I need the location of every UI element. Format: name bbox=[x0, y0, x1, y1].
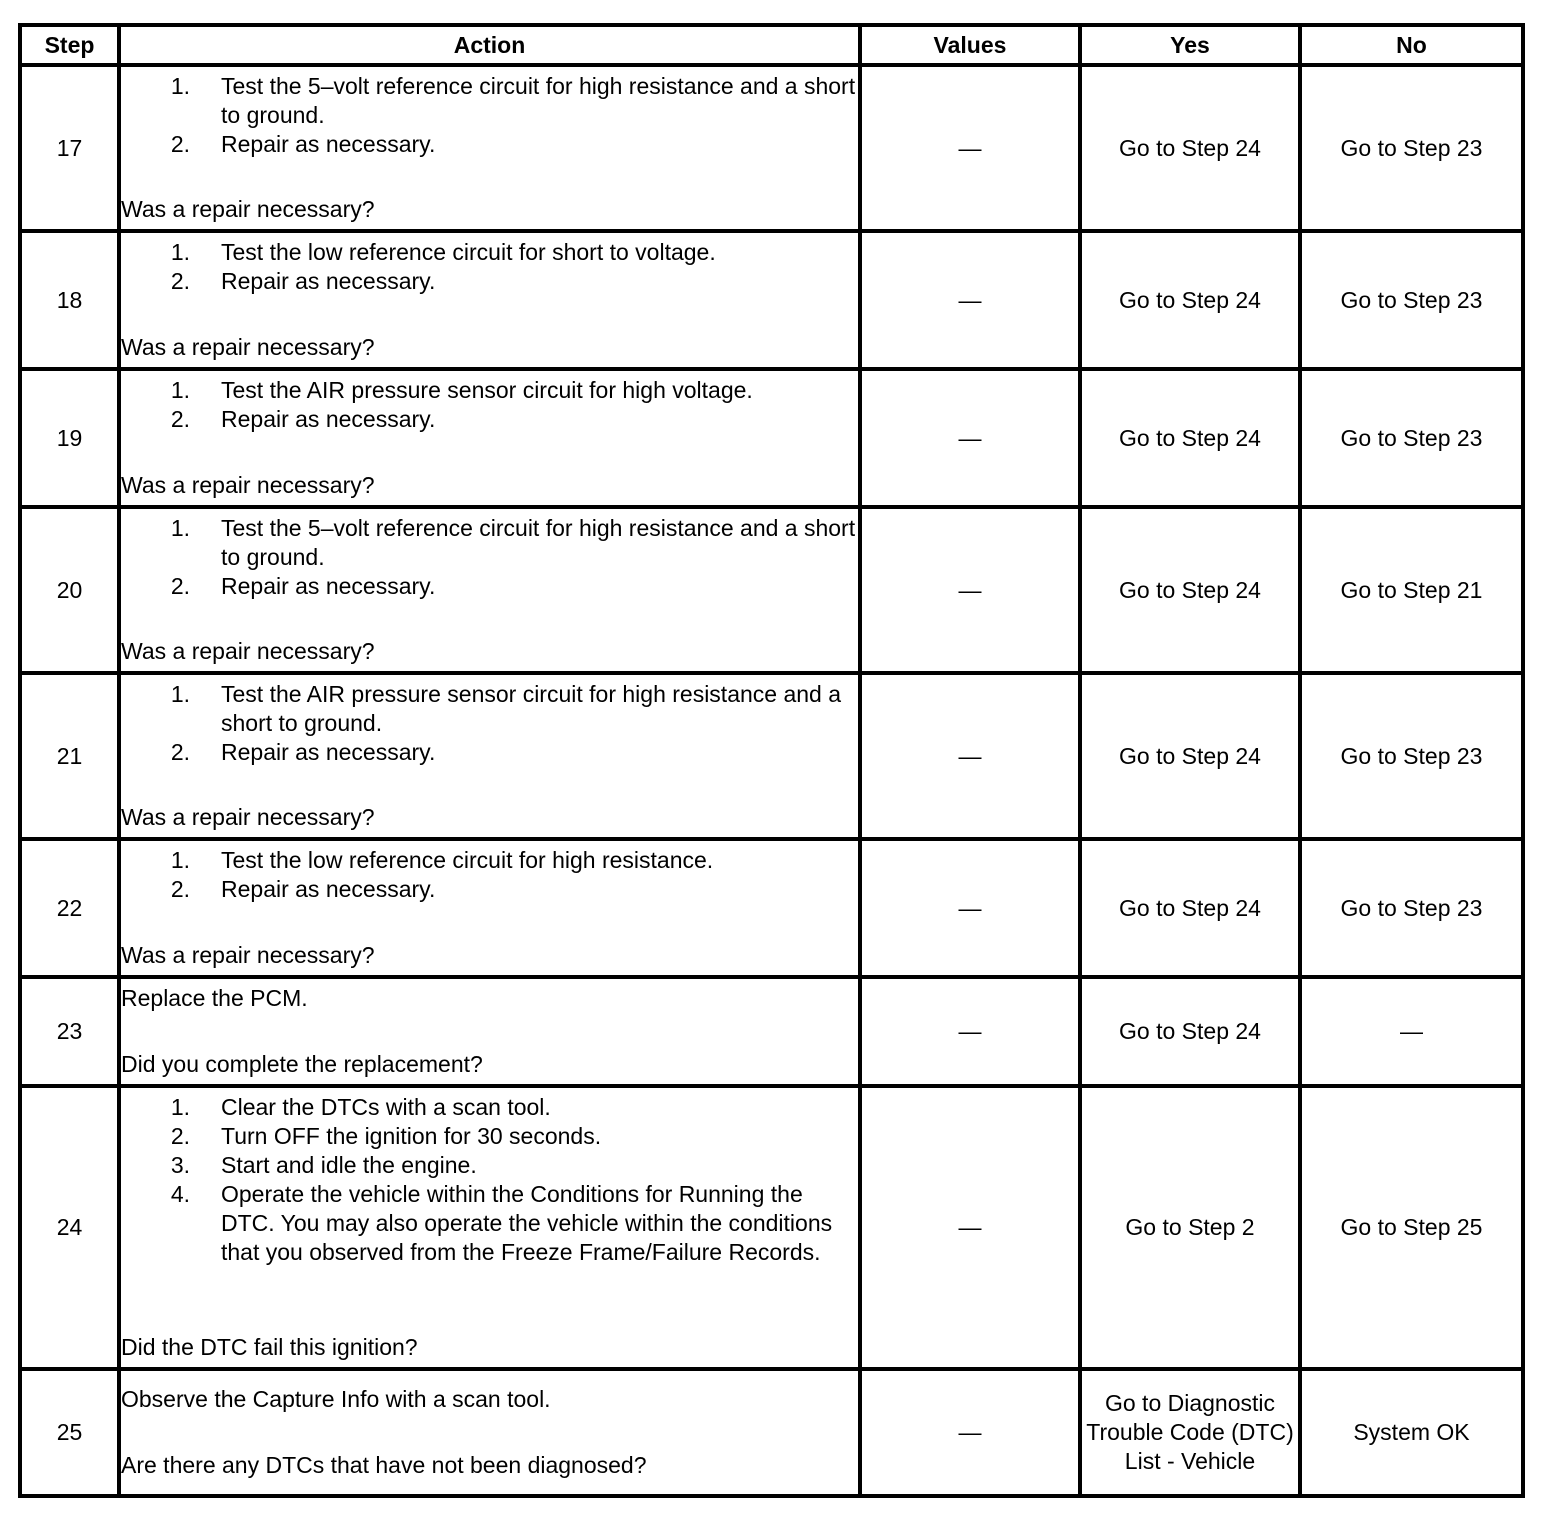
table-row bbox=[20, 369, 1523, 507]
values-cell: — bbox=[860, 231, 1080, 369]
header-row bbox=[20, 25, 1523, 65]
action-item: 1. Test the 5–volt reference circuit for high resistance and a short to ground. bbox=[170, 73, 856, 128]
action-question: Was a repair necessary? bbox=[121, 472, 375, 498]
values-cell: — bbox=[860, 1086, 1080, 1369]
step-number: 20 bbox=[20, 507, 119, 673]
no-cell: Go to Step 23 bbox=[1300, 231, 1523, 369]
values-cell: — bbox=[860, 507, 1080, 673]
step-number: 24 bbox=[20, 1086, 119, 1369]
header-yes: Yes bbox=[1080, 25, 1300, 65]
action-cell bbox=[119, 369, 860, 507]
no-cell: System OK bbox=[1300, 1369, 1523, 1496]
diagnostic-steps-table bbox=[18, 23, 1525, 1498]
action-question: Was a repair necessary? bbox=[121, 196, 375, 222]
values-cell: — bbox=[860, 1369, 1080, 1496]
yes-cell: Go to Step 2 bbox=[1080, 1086, 1300, 1369]
table-row bbox=[20, 1086, 1523, 1369]
yes-cell: Go to Step 24 bbox=[1080, 839, 1300, 977]
action-item: 1. Test the 5–volt reference circuit for high resistance and a short to ground. bbox=[170, 515, 856, 570]
action-item: 1. Clear the DTCs with a scan tool. bbox=[170, 1094, 551, 1120]
yes-cell: Go to Step 24 bbox=[1080, 369, 1300, 507]
values-cell: — bbox=[860, 369, 1080, 507]
action-item: 2. Repair as necessary. bbox=[170, 573, 436, 599]
action-item: 1. Test the low reference circuit for high resistance. bbox=[170, 847, 714, 873]
action-list bbox=[121, 514, 858, 601]
action-cell bbox=[119, 507, 860, 673]
no-cell: Go to Step 23 bbox=[1300, 839, 1523, 977]
action-question: Was a repair necessary? bbox=[121, 804, 375, 830]
action-list bbox=[121, 72, 858, 159]
header-step: Step bbox=[20, 25, 119, 65]
action-item: 2. Repair as necessary. bbox=[170, 739, 436, 765]
step-number: 17 bbox=[20, 65, 119, 231]
no-cell: Go to Step 21 bbox=[1300, 507, 1523, 673]
yes-cell: Go to Diagnostic Trouble Code (DTC) List - Vehicle bbox=[1080, 1369, 1300, 1496]
action-question: Did you complete the replacement? bbox=[121, 1051, 483, 1077]
action-list bbox=[121, 1093, 858, 1267]
action-list bbox=[121, 680, 858, 767]
action-item: 2. Repair as necessary. bbox=[170, 406, 436, 432]
action-item: 1. Test the AIR pressure sensor circuit for high resistance and a short to ground. bbox=[170, 681, 842, 736]
action-item: 1. Test the AIR pressure sensor circuit for high voltage. bbox=[170, 377, 753, 403]
action-list bbox=[121, 846, 858, 904]
no-cell: Go to Step 23 bbox=[1300, 673, 1523, 839]
table-row bbox=[20, 977, 1523, 1086]
action-item: 1. Test the low reference circuit for short to voltage. bbox=[170, 239, 716, 265]
table-row bbox=[20, 231, 1523, 369]
action-item: 2. Repair as necessary. bbox=[170, 268, 436, 294]
values-cell: — bbox=[860, 673, 1080, 839]
action-cell bbox=[119, 673, 860, 839]
action-cell bbox=[119, 977, 860, 1086]
step-number: 22 bbox=[20, 839, 119, 977]
action-question: Was a repair necessary? bbox=[121, 638, 375, 664]
action-cell bbox=[119, 65, 860, 231]
action-item: 2. Repair as necessary. bbox=[170, 876, 436, 902]
table-row bbox=[20, 839, 1523, 977]
action-note: Replace the PCM. bbox=[121, 985, 308, 1011]
yes-cell: Go to Step 24 bbox=[1080, 507, 1300, 673]
action-cell bbox=[119, 231, 860, 369]
table-row bbox=[20, 507, 1523, 673]
action-question: Did the DTC fail this ignition? bbox=[121, 1334, 418, 1360]
header-values: Values bbox=[860, 25, 1080, 65]
no-cell: Go to Step 23 bbox=[1300, 369, 1523, 507]
action-cell bbox=[119, 839, 860, 977]
header-no: No bbox=[1300, 25, 1523, 65]
action-list bbox=[121, 376, 858, 434]
action-question: Are there any DTCs that have not been diagnosed? bbox=[121, 1452, 647, 1478]
values-cell: — bbox=[860, 977, 1080, 1086]
no-cell: Go to Step 23 bbox=[1300, 65, 1523, 231]
step-number: 19 bbox=[20, 369, 119, 507]
table-row bbox=[20, 65, 1523, 231]
action-cell bbox=[119, 1369, 860, 1496]
yes-cell: Go to Step 24 bbox=[1080, 231, 1300, 369]
yes-cell: Go to Step 24 bbox=[1080, 65, 1300, 231]
table-row bbox=[20, 673, 1523, 839]
action-item: 2. Repair as necessary. bbox=[170, 131, 436, 157]
action-list bbox=[121, 238, 858, 296]
yes-cell: Go to Step 24 bbox=[1080, 673, 1300, 839]
values-cell: — bbox=[860, 65, 1080, 231]
action-item: 3. Start and idle the engine. bbox=[170, 1152, 477, 1178]
action-item: 2. Turn OFF the ignition for 30 seconds. bbox=[170, 1123, 602, 1149]
step-number: 23 bbox=[20, 977, 119, 1086]
action-cell bbox=[119, 1086, 860, 1369]
action-item: 4. Operate the vehicle within the Conditions for Running the DTC. You may also operate the vehicle within the conditions that you observed from the Freeze Frame/Failure Records. bbox=[170, 1181, 833, 1265]
step-number: 18 bbox=[20, 231, 119, 369]
step-number: 25 bbox=[20, 1369, 119, 1496]
header-action: Action bbox=[119, 25, 860, 65]
step-number: 21 bbox=[20, 673, 119, 839]
no-cell: Go to Step 25 bbox=[1300, 1086, 1523, 1369]
yes-cell: Go to Step 24 bbox=[1080, 977, 1300, 1086]
no-cell: — bbox=[1300, 977, 1523, 1086]
values-cell: — bbox=[860, 839, 1080, 977]
action-question: Was a repair necessary? bbox=[121, 942, 375, 968]
action-question: Was a repair necessary? bbox=[121, 334, 375, 360]
action-note: Observe the Capture Info with a scan tool. bbox=[121, 1386, 551, 1412]
table-row bbox=[20, 1369, 1523, 1496]
